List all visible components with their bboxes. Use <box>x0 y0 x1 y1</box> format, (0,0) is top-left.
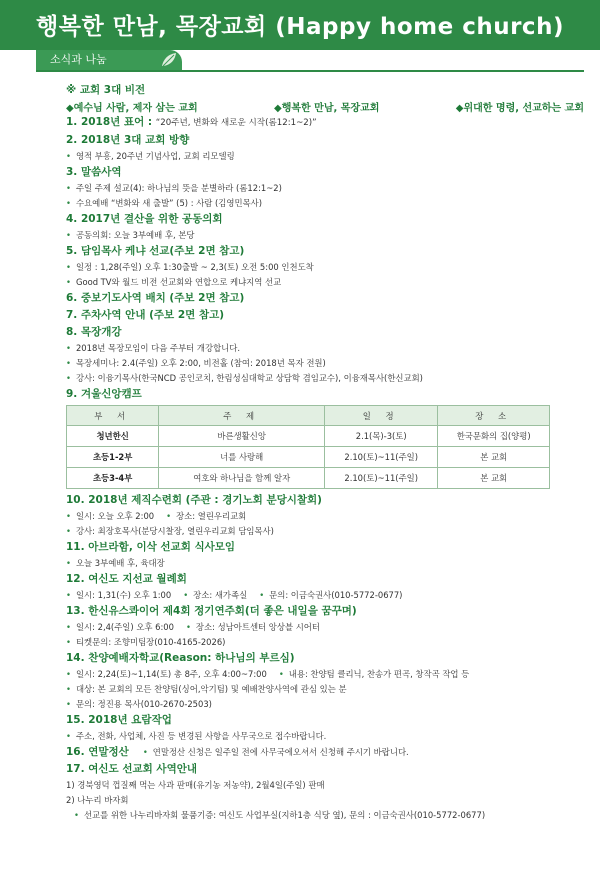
notice-8-bullet: • 목장세미나: 2.4(주일) 오후 2:00, 비전홀 (참여: 2018년 목자 전원) <box>66 358 326 368</box>
notice-13-title: 13. 한신유스콰이어 제4회 정기연주회(더 좋은 내일을 꿈꾸며) <box>66 605 357 617</box>
notice-16-title: 16. 연말정산 • 연말정산 신청은 일주일 전에 사무국에오셔서 신청해 주시기 바랍니다. <box>66 746 409 758</box>
vision-item: ◆행복한 만남, 목장교회 <box>274 103 380 114</box>
notice-3-title: 3. 말씀사역 <box>66 166 122 178</box>
notice-15-bullet: • 주소, 전화, 사업체, 사진 등 변경된 사항을 사무국으로 접수바랍니다. <box>66 731 327 741</box>
table-row <box>67 447 550 468</box>
notice-10-title: 10. 2018년 제직수련회 (주관 : 경기노회 분당시찰회) <box>66 494 322 506</box>
vision-item: ◆위대한 명령, 선교하는 교회 <box>455 103 584 114</box>
camp-col-dept: 부 서 <box>67 406 159 426</box>
camp-col-place: 장 소 <box>438 406 550 426</box>
notice-17-line: 1) 경북영덕 껍질째 먹는 사과 판매(유기농 저농약), 2월4일(주일) 판매 <box>66 780 325 790</box>
camp-dept: 초등1-2부 <box>67 447 159 468</box>
notice-5-bullet: • Good TV와 월드 비전 선교회와 연합으로 케냐지역 선교 <box>66 277 282 287</box>
leaf-icon <box>160 51 178 69</box>
camp-table-header <box>67 406 550 426</box>
page-title: 행복한 만남, 목장교회 (Happy home church) <box>36 14 564 40</box>
camp-place: 한국문화의 집(양평) <box>438 426 550 447</box>
notice-8-bullet: • 2018년 목장모임이 다음 주부터 개강합니다. <box>66 343 241 353</box>
camp-date: 2.1(목)-3(토) <box>325 426 438 447</box>
notice-12-bullet: • 일시: 1,31(수) 오후 1:00 • 장소: 새가족실 • 문의: 이금숙권사(010-5772-0677) <box>66 590 403 600</box>
notice-3-bullet: • 주일 주제 설교(4): 하나님의 뜻을 분별하라 (롬12:1~2) <box>66 183 282 193</box>
camp-dept: 청년한신 <box>67 426 159 447</box>
camp-col-date: 일 정 <box>325 406 438 426</box>
camp-date: 2.10(토)~11(주일) <box>325 447 438 468</box>
notice-14-title: 14. 찬양예배자학교(Reason: 하나님의 부르심) <box>66 652 295 664</box>
notice-13-bullet: • 티켓문의: 조향미팀장(010-4165-2026) <box>66 637 226 647</box>
section-badge-label: 소식과 나눔 <box>50 53 107 66</box>
notice-2-title: 2. 2018년 3대 교회 방향 <box>66 134 190 146</box>
notice-1-text: “20주년, 변화와 새로운 시작(롬12:1~2)” <box>155 118 317 128</box>
camp-table <box>66 405 550 489</box>
camp-col-theme: 주 제 <box>159 406 325 426</box>
notice-list <box>66 82 586 823</box>
camp-date: 2.10(토)~11(주일) <box>325 468 438 489</box>
section-badge <box>36 50 182 70</box>
notice-14-bullet: • 문의: 정진용 목사(010-2670-2503) <box>66 699 212 709</box>
camp-theme: 바른생활신앙 <box>159 426 325 447</box>
table-row <box>67 426 550 447</box>
camp-dept: 초등3-4부 <box>67 468 159 489</box>
camp-place: 본 교회 <box>438 447 550 468</box>
section-rule <box>36 70 584 72</box>
notice-8-title: 8. 목장개강 <box>66 326 122 338</box>
notice-2-bullet: • 영적 부흥, 20주년 기념사업, 교회 리모델링 <box>66 151 235 161</box>
notice-16-text: • 연말정산 신청은 일주일 전에 사무국에오셔서 신청해 주시기 바랍니다. <box>142 747 409 757</box>
page-header <box>0 0 600 50</box>
camp-place: 본 교회 <box>438 468 550 489</box>
notice-11-bullet: • 오늘 3부예배 후, 육대장 <box>66 558 165 568</box>
notice-4-title: 4. 2017년 결산을 위한 공동의회 <box>66 213 223 225</box>
notice-5-bullet: • 일정 : 1,28(주일) 오후 1:30출발 ~ 2,3(토) 오전 5:00 인천도착 <box>66 262 314 272</box>
notice-17-bullet: • 선교를 위한 나누리바자회 물품기증: 여신도 사업부실(지하1층 식당 옆), 문의 : 이금숙권사(010-5772-0677) <box>74 810 486 820</box>
notice-13-bullet: • 일시: 2,4(주일) 오후 6:00 • 장소: 성남아트센터 앙상블 시어터 <box>66 622 320 632</box>
notice-10-bullet: • 일시: 오늘 오후 2:00 • 장소: 열린우리교회 <box>66 511 247 521</box>
notice-12-title: 12. 여신도 지선교 월례회 <box>66 573 187 585</box>
notice-17-line: 2) 나누리 바자회 <box>66 795 129 805</box>
notice-14-bullet: • 대상: 본 교회의 모든 찬양팀(싱어,악기팀) 및 예배찬양사역에 관심 있는 분 <box>66 684 347 694</box>
notice-10-bullet: • 강사: 최장호목사(분당시찰장, 열린우리교회 담임목사) <box>66 526 274 536</box>
notice-8-bullet: • 강사: 이융기목사(한국NCD 공인코치, 한림성심대학교 상담학 겸임교수), 이융재목사(한신교회) <box>66 373 423 383</box>
notice-15-title: 15. 2018년 요람작업 <box>66 714 172 726</box>
notice-11-title: 11. 아브라함, 이삭 선교회 식사모임 <box>66 541 236 553</box>
table-row <box>67 468 550 489</box>
notice-9-title: 9. 겨울신앙캠프 <box>66 388 142 400</box>
notice-5-title: 5. 담임목사 케냐 선교(주보 2면 참고) <box>66 245 245 257</box>
vision-item: ◆예수님 사람, 제자 삼는 교회 <box>66 103 198 114</box>
camp-theme: 여호와 하나님을 함께 알자 <box>159 468 325 489</box>
notice-6-title: 6. 중보기도사역 배치 (주보 2면 참고) <box>66 292 245 304</box>
vision-title: ※ 교회 3대 비전 <box>66 84 146 96</box>
notice-17-title: 17. 여신도 선교회 사역안내 <box>66 763 197 775</box>
notice-14-bullet: • 일시: 2,24(토)~1,14(토) 총 8주, 오후 4:00~7:00 • 내용: 찬양팀 클리닉, 찬송가 편곡, 창작곡 작업 등 <box>66 669 470 679</box>
notice-3-bullet: • 수요예배 “변화와 새 출발” (5) : 사람 (김영민목사) <box>66 198 263 208</box>
camp-theme: 너를 사랑해 <box>159 447 325 468</box>
notice-7-title: 7. 주차사역 안내 (주보 2면 참고) <box>66 309 225 321</box>
notice-4-bullet: • 공동의회: 오늘 3부예배 후, 본당 <box>66 230 195 240</box>
vision-row <box>66 99 584 114</box>
notice-1-title: 1. 2018년 표어 : “20주년, 변화와 새로운 시작(롬12:1~2)” <box>66 116 317 128</box>
